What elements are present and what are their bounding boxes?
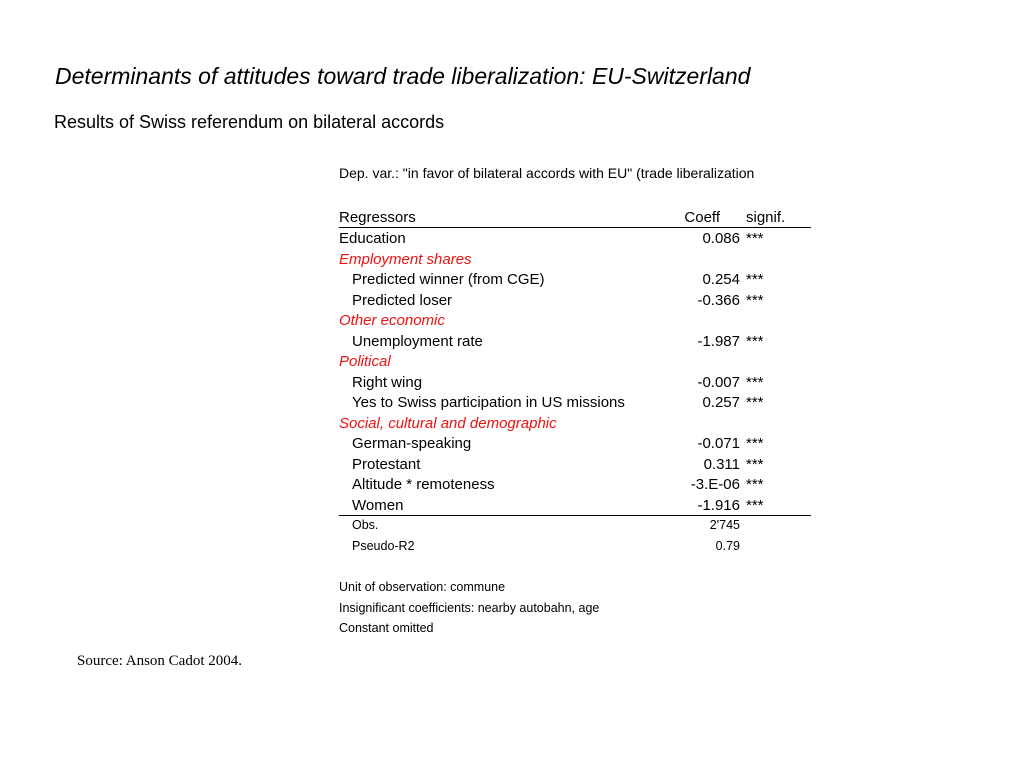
table-row	[339, 454, 811, 475]
section-label: Social, cultural and demographic	[339, 414, 557, 432]
header-coeff: Coeff	[684, 209, 720, 226]
table-header-row	[339, 207, 811, 228]
section-row	[339, 249, 811, 270]
regressor-label: Right wing	[352, 373, 423, 391]
regressor-label: Yes to Swiss participation in US missions	[352, 394, 625, 411]
table-row	[339, 433, 811, 454]
stat-label: Pseudo-R2	[352, 539, 415, 553]
signif-value: ***	[746, 394, 764, 411]
regressor-label: Altitude * remoteness	[352, 476, 495, 493]
section-label: Other economic	[339, 312, 445, 329]
coeff-value: -1.916	[697, 496, 740, 514]
signif-value: ***	[746, 291, 764, 309]
table-row	[339, 290, 811, 311]
coeff-value: -0.366	[697, 291, 740, 309]
header-regressors: Regressors	[339, 209, 416, 226]
regressor-label: Predicted winner (from CGE)	[352, 271, 545, 288]
signif-value: ***	[746, 476, 764, 493]
signif-value: ***	[746, 373, 764, 391]
source-citation: Source: Anson Cadot 2004.	[77, 653, 242, 669]
regressor-label: Unemployment rate	[352, 332, 483, 350]
coeff-value: -0.007	[697, 373, 740, 391]
regressor-label: Protestant	[352, 455, 421, 473]
coeff-value: -1.987	[697, 332, 740, 350]
table-row	[339, 495, 811, 516]
section-row	[339, 351, 811, 372]
table-row	[339, 372, 811, 393]
coeff-value: 0.257	[702, 394, 740, 411]
regressor-label: Education	[339, 230, 406, 247]
coeff-value: 0.086	[702, 230, 740, 247]
table-row	[339, 269, 811, 290]
stat-label: Obs.	[352, 518, 379, 532]
regressor-label: Predicted loser	[352, 291, 453, 309]
table-row	[339, 331, 811, 352]
stat-value: 0.79	[715, 539, 740, 553]
table-note: Constant omitted	[339, 621, 434, 635]
table-row	[339, 228, 811, 249]
table-note: Unit of observation: commune	[339, 580, 506, 594]
coeff-value: 0.311	[703, 455, 740, 473]
table-row	[339, 392, 811, 413]
section-row	[339, 310, 811, 331]
signif-value: ***	[746, 332, 764, 350]
section-row	[339, 413, 811, 434]
dependent-variable-caption: Dep. var.: "in favor of bilateral accords with EU" (trade liberalization	[339, 165, 755, 181]
regressor-label: Women	[352, 496, 404, 514]
signif-value: ***	[746, 435, 764, 452]
page-subtitle: Results of Swiss referendum on bilateral accords	[54, 112, 445, 132]
page-title: Determinants of attitudes toward trade liberalization: EU-Switzerland	[55, 63, 751, 89]
section-label: Employment shares	[339, 250, 472, 268]
signif-value: ***	[746, 455, 764, 473]
stat-value: 2'745	[709, 518, 740, 532]
signif-value: ***	[746, 230, 764, 247]
coeff-value: 0.254	[702, 271, 740, 288]
header-signif: signif.	[746, 209, 786, 226]
signif-value: ***	[746, 496, 764, 514]
body-bottom-rule	[339, 515, 811, 516]
signif-value: ***	[746, 271, 764, 288]
coeff-value: -0.071	[697, 435, 740, 452]
table-row	[339, 474, 811, 495]
table-note: Insignificant coefficients: nearby autobahn, age	[339, 601, 600, 615]
regressor-label: German-speaking	[352, 435, 472, 452]
section-label: Political	[339, 353, 391, 370]
coeff-value: -3.E-06	[690, 476, 740, 493]
